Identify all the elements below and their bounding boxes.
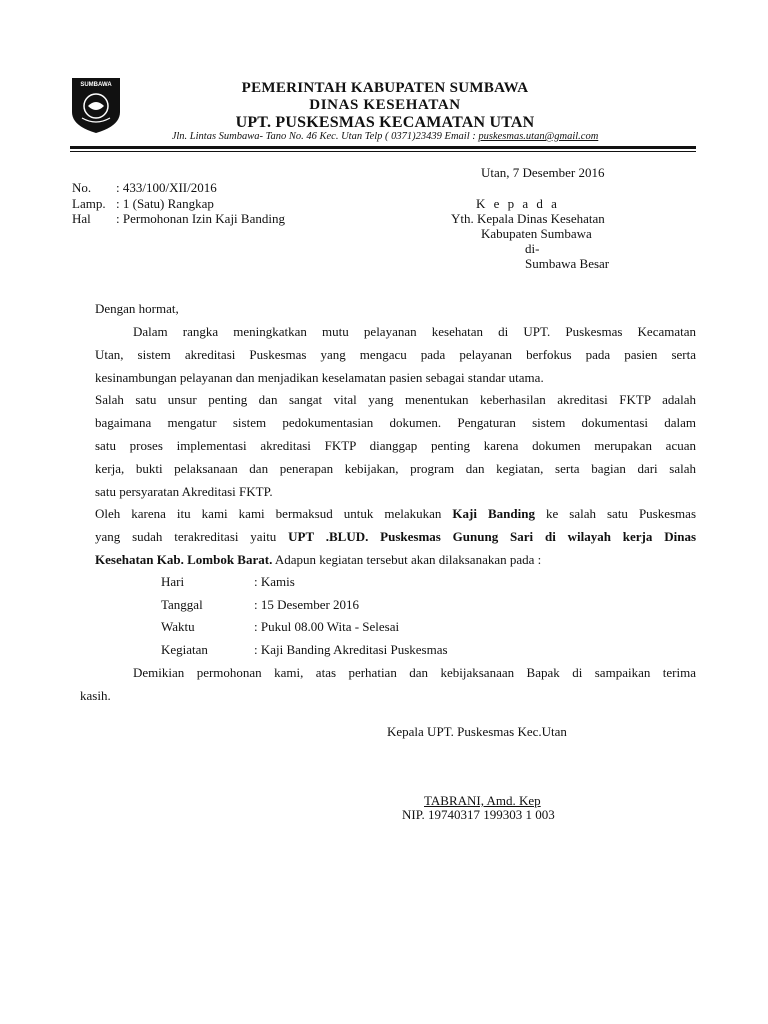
paragraph-2-line: bagaimana mengatur sistem pedokumentasian dokumen. Pengaturan sistem dokumentasi dalam: [95, 415, 696, 430]
logo-text: SUMBAWA: [80, 82, 112, 88]
p3-text: Adapun kegiatan tersebut akan dilaksanakan pada :: [272, 552, 542, 567]
paragraph-2-line: Salah satu unsur penting dan sangat vital yang menentukan keberhasilan akreditasi FKTP adalah: [95, 392, 696, 407]
signature-nip: NIP. 19740317 199303 1 003: [402, 807, 555, 822]
letterhead-divider-thin: [70, 151, 696, 152]
unit-heading: UPT. PUSKESMAS KECAMATAN UTAN: [235, 114, 535, 131]
detail-value-waktu: : Pukul 08.00 Wita - Selesai: [254, 619, 400, 634]
attachment-value: : 1 (Satu) Rangkap: [116, 196, 214, 211]
paragraph-2-line: satu proses implementasi akreditasi FKTP dianggap penting karena dokumen merupakan acuan: [95, 438, 696, 453]
detail-value-hari: : Kamis: [254, 574, 295, 589]
address-text: Jln. Lintas Sumbawa- Tano No. 46 Kec. Utan Telp ( 0371)23439 Email :: [171, 131, 479, 142]
letterhead-address: [140, 131, 630, 142]
p3-text: yang sudah terakreditasi yaitu: [95, 529, 289, 544]
kabupaten-sumbawa-emblem-icon: [68, 76, 124, 134]
place-date: Utan, 7 Desember 2016: [481, 165, 605, 180]
detail-label-kegiatan: Kegiatan: [161, 642, 208, 657]
p3-bold-destination: Kesehatan Kab. Lombok Barat.: [95, 552, 273, 567]
p3-bold-destination: UPT .BLUD. Puskesmas Gunung Sari di wilayah kerja Dinas: [288, 529, 696, 544]
paragraph-2-line: satu persyaratan Akreditasi FKTP.: [95, 484, 273, 499]
paragraph-3-line: [95, 552, 696, 568]
recipient-line-4: Sumbawa Besar: [525, 256, 610, 271]
detail-value-tanggal: : 15 Desember 2016: [254, 597, 360, 612]
closing-line: kasih.: [80, 688, 111, 703]
closing-line: Demikian permohonan kami, atas perhatian dan kebijaksanaan Bapak di sampaikan terima: [133, 665, 696, 680]
detail-value-kegiatan: : Kaji Banding Akreditasi Puskesmas: [254, 642, 448, 657]
p3-bold-kaji-banding: Kaji Banding: [452, 506, 535, 521]
paragraph-3-line: [95, 529, 696, 545]
p3-text: Oleh karena itu kami kami bermaksud untuk melakukan: [95, 506, 453, 521]
detail-label-hari: Hari: [161, 574, 185, 589]
paragraph-3-line: [95, 506, 696, 522]
paragraph-1-line: Utan, sistem akreditasi Puskesmas yang mengacu pada pelayanan berfokus pada pasien serta: [95, 347, 696, 362]
recipient-line-1: Yth. Kepala Dinas Kesehatan: [451, 211, 605, 226]
paragraph-1-line: kesinambungan pelayanan dan menjadikan keselamatan pasien sebagai standar utama.: [95, 370, 544, 385]
recipient-line-2: Kabupaten Sumbawa: [481, 226, 592, 241]
recipient-line-3: di-: [525, 241, 540, 256]
attachment-label: Lamp.: [72, 196, 106, 211]
letterhead-divider: [70, 146, 696, 149]
government-heading: PEMERINTAH KABUPATEN SUMBAWA: [241, 80, 529, 96]
salutation: Dengan hormat,: [95, 301, 179, 316]
detail-label-tanggal: Tanggal: [161, 597, 203, 612]
number-value: : 433/100/XII/2016: [116, 180, 217, 195]
p3-text: ke salah satu Puskesmas: [534, 506, 697, 521]
signature-name: TABRANI, Amd. Kep: [424, 793, 541, 808]
subject-value: : Permohonan Izin Kaji Banding: [116, 211, 285, 226]
recipient-kepada: K e p a d a: [476, 196, 560, 211]
number-label: No.: [72, 180, 92, 195]
signature-title: Kepala UPT. Puskesmas Kec.Utan: [387, 724, 567, 739]
department-heading: DINAS KESEHATAN: [309, 97, 461, 113]
subject-label: Hal: [72, 211, 91, 226]
email-link[interactable]: puskesmas.utan@gmail.com: [478, 131, 599, 142]
paragraph-1-line: Dalam rangka meningkatkan mutu pelayanan kesehatan di UPT. Puskesmas Kecamatan: [133, 324, 696, 339]
paragraph-2-line: kerja, bukti pelaksanaan dan penerapan kebijakan, program dan kegiatan, serta bagian dari salah: [95, 461, 696, 476]
detail-label-waktu: Waktu: [161, 619, 195, 634]
